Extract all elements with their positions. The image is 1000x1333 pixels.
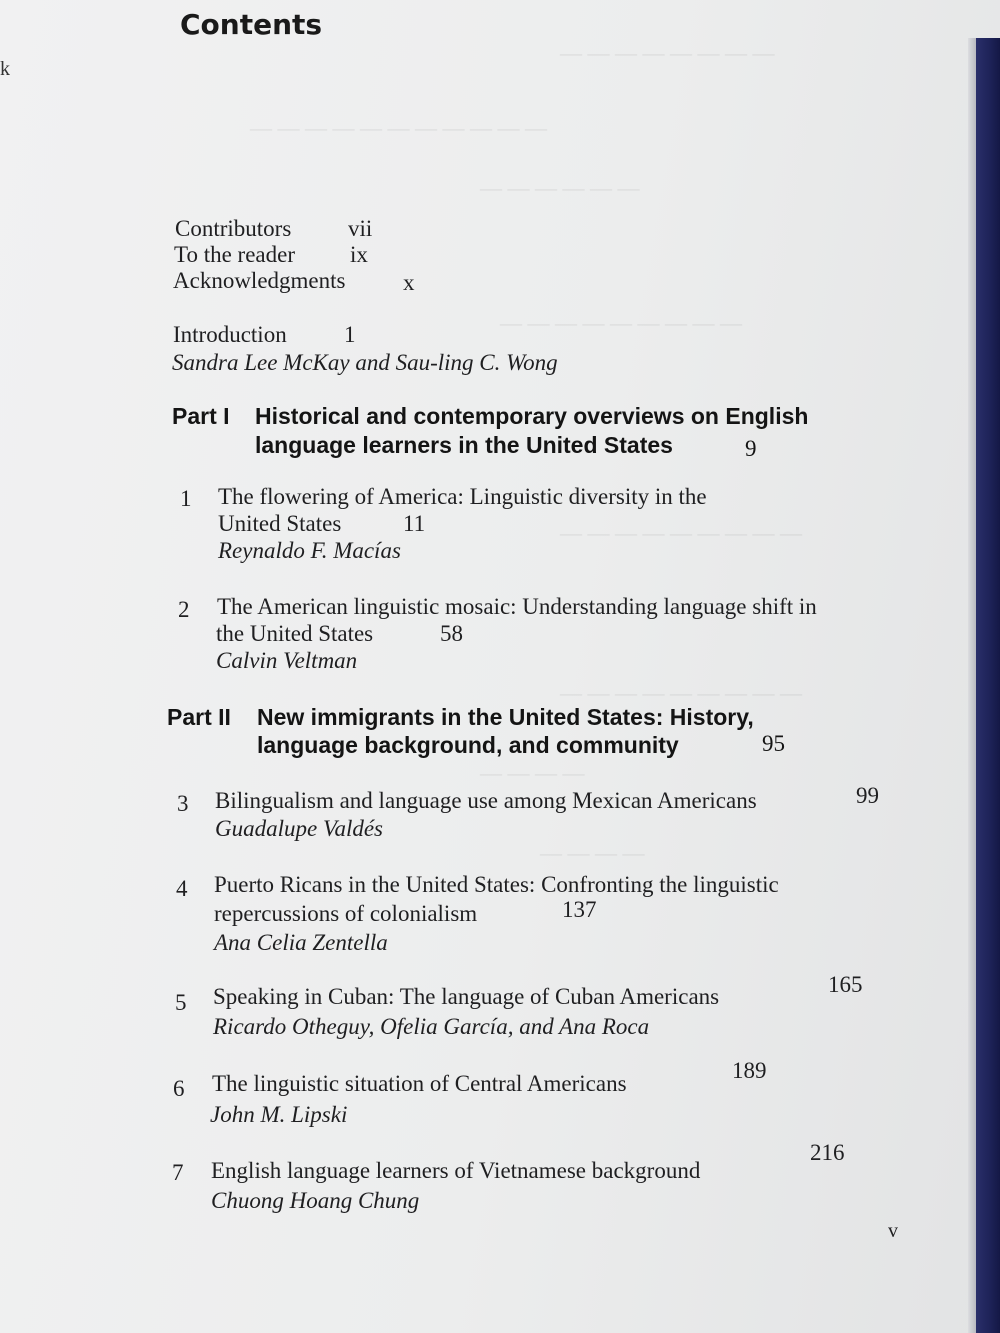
chapter-author: John M. Lipski xyxy=(210,1102,348,1127)
show-through-text: — — — — xyxy=(480,760,585,785)
chapter-page: 58 xyxy=(440,621,463,646)
chapter-number: 2 xyxy=(178,597,190,622)
front-matter-title: Acknowledgments xyxy=(173,268,346,293)
chapter-page: 11 xyxy=(403,511,426,536)
chapter-title: The American linguistic mosaic: Understanding language shift in xyxy=(217,594,817,619)
margin-mark: k xyxy=(0,58,10,80)
show-through-text: — — — — — — — — — — — xyxy=(250,115,547,140)
chapter-title: the United States xyxy=(216,621,374,646)
chapter-author: Reynaldo F. Macías xyxy=(218,538,401,563)
front-matter-page: vii xyxy=(348,216,373,241)
introduction-title: Introduction xyxy=(173,322,287,347)
page-edge xyxy=(968,38,976,1333)
page-number: v xyxy=(888,1220,898,1242)
chapter-title: repercussions of colonialism xyxy=(214,901,478,926)
show-through-text: — — — — — — xyxy=(480,175,640,200)
part-page: 95 xyxy=(762,731,785,756)
part-title: language background, and community xyxy=(257,732,679,758)
chapter-title: Puerto Ricans in the United States: Confronting the linguistic xyxy=(214,872,779,897)
chapter-title: Bilingualism and language use among Mexican Americans xyxy=(215,788,757,813)
chapter-number: 4 xyxy=(176,876,188,901)
chapter-page: 216 xyxy=(810,1140,845,1165)
show-through-text: — — — — — — — — — xyxy=(560,680,802,705)
part-title: Historical and contemporary overviews on English xyxy=(255,403,809,429)
chapter-page: 99 xyxy=(856,783,879,808)
chapter-author: Calvin Veltman xyxy=(216,648,358,673)
part-title: language learners in the United States xyxy=(255,432,673,458)
show-through-text: — — — — — — — — xyxy=(560,40,775,65)
chapter-author: Chuong Hoang Chung xyxy=(211,1188,420,1213)
show-through-text: — — — — xyxy=(540,840,645,865)
chapter-title: The linguistic situation of Central Americans xyxy=(212,1071,627,1096)
chapter-author: Ricardo Otheguy, Ofelia García, and Ana Roca xyxy=(213,1014,650,1039)
part-label: Part II xyxy=(167,704,231,730)
book-cover-edge xyxy=(976,38,1000,1333)
chapter-number: 7 xyxy=(172,1160,184,1185)
chapter-number: 3 xyxy=(177,791,189,816)
chapter-number: 1 xyxy=(180,486,192,511)
front-matter-title: Contributors xyxy=(175,216,292,241)
chapter-title: United States xyxy=(218,511,342,536)
chapter-title: English language learners of Vietnamese background xyxy=(211,1158,701,1183)
chapter-author: Guadalupe Valdés xyxy=(215,816,384,841)
show-through-text: — — — — — — — — — xyxy=(560,520,802,545)
chapter-number: 5 xyxy=(175,990,187,1015)
chapter-page: 189 xyxy=(732,1058,767,1083)
part-title: New immigrants in the United States: History, xyxy=(257,704,754,730)
front-matter-title: To the reader xyxy=(174,242,295,267)
chapter-number: 6 xyxy=(173,1076,185,1101)
contents-heading: Contents xyxy=(180,8,323,41)
part-label: Part I xyxy=(172,403,230,429)
front-matter-page: ix xyxy=(350,242,368,267)
show-through-text: — — — — — — — — — xyxy=(500,310,742,335)
chapter-page: 137 xyxy=(562,897,597,922)
introduction-authors: Sandra Lee McKay and Sau-ling C. Wong xyxy=(172,350,558,375)
part-page: 9 xyxy=(745,436,757,461)
front-matter-page: x xyxy=(403,270,415,295)
chapter-title: Speaking in Cuban: The language of Cuban Americans xyxy=(213,984,720,1009)
chapter-page: 165 xyxy=(828,972,863,997)
introduction-page: 1 xyxy=(344,322,356,347)
chapter-title: The flowering of America: Linguistic diversity in the xyxy=(218,484,707,509)
chapter-author: Ana Celia Zentella xyxy=(214,930,388,955)
